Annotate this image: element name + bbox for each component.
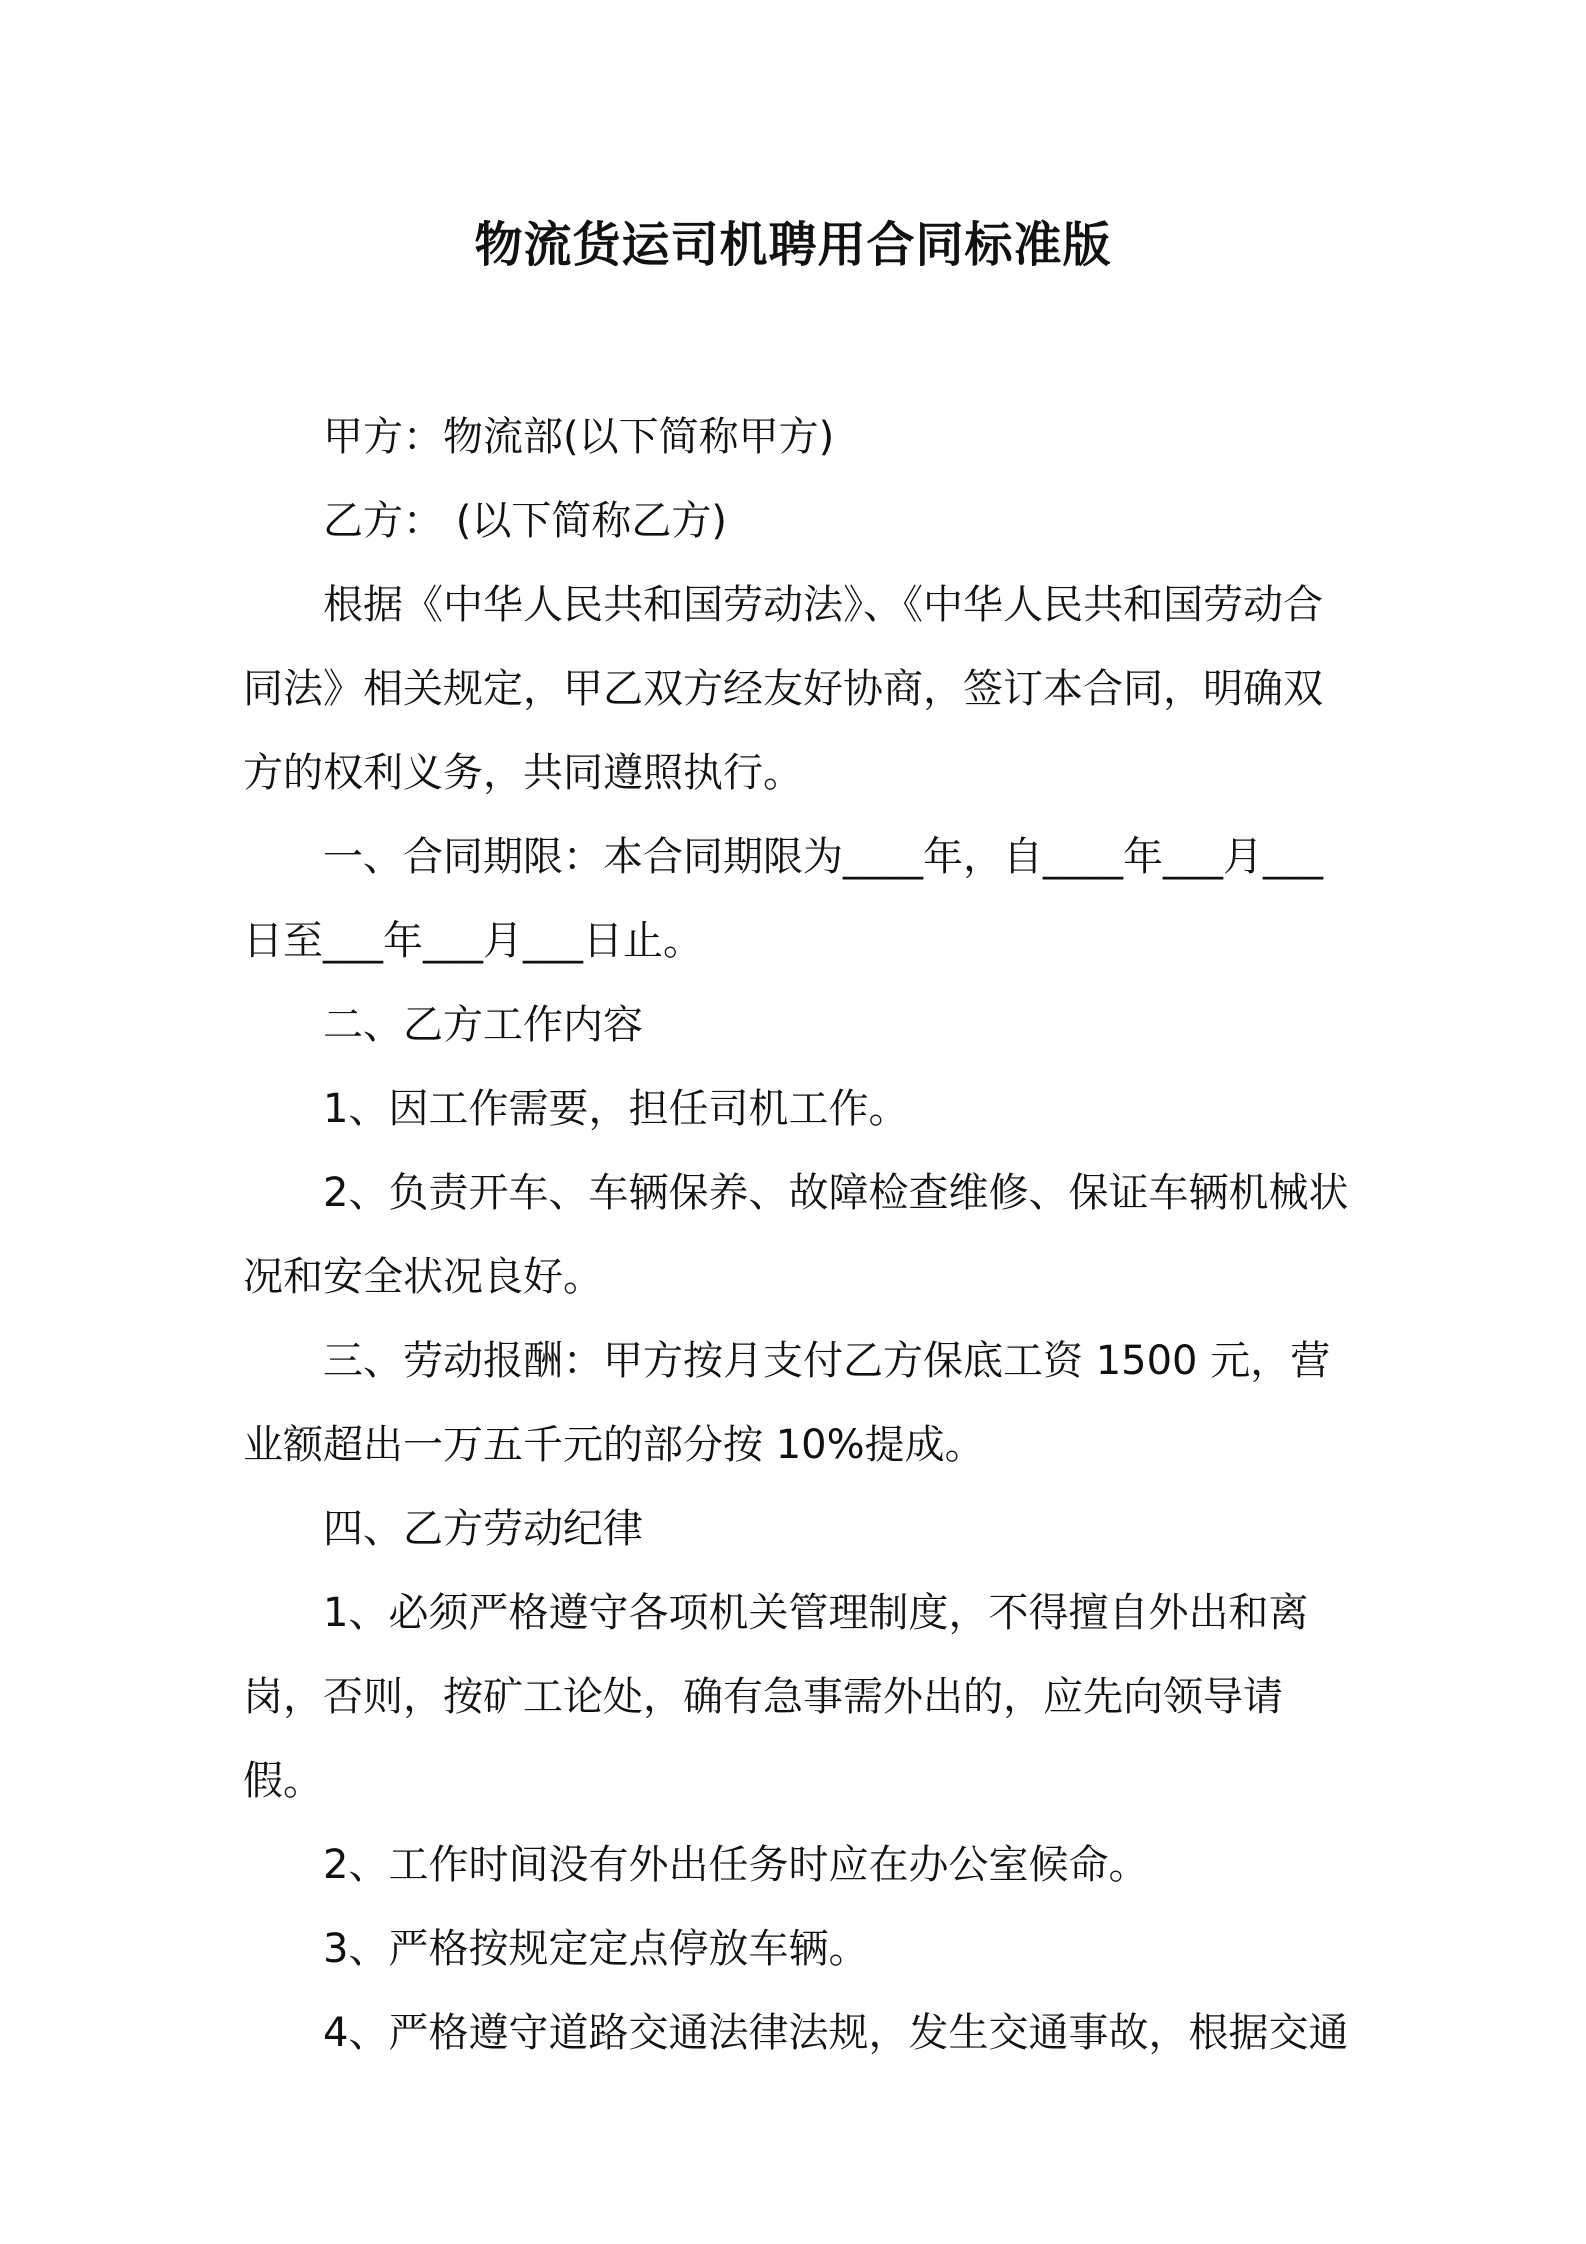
discipline-item-2: 2、工作时间没有外出任务时应在办公室候命。 [323, 1842, 1149, 1888]
discipline-item-4: 4、严格遵守道路交通法律法规，发生交通事故，根据交通 [323, 2010, 1349, 2056]
section-heading-labor-discipline: 四、乙方劳动纪律 [323, 1506, 643, 1552]
legal-basis-paragraph: 根据《中华人民共和国劳动法》、《中华人民共和国劳动合同法》相关规定，甲乙双方经友好协商，签订本合同，明确双方的权利义务，共同遵照执行。 [243, 582, 1323, 796]
remuneration-clause: 三、劳动报酬：甲方按月支付乙方保底工资 1500 元，营业额超出一万五千元的部分按 10%提成。 [243, 1338, 1331, 1468]
contract-term-clause: 一、合同期限：本合同期限为____年，自____年___月___日至___年___月___日止。 [243, 834, 1323, 964]
section-heading-work-content: 二、乙方工作内容 [323, 1002, 643, 1048]
document-title: 物流货运司机聘用合同标准版 [474, 217, 1112, 273]
party-b-line: 乙方： (以下简称乙方) [323, 498, 727, 544]
party-a-line: 甲方：物流部(以下简称甲方) [323, 414, 835, 460]
work-content-item-1: 1、因工作需要，担任司机工作。 [323, 1086, 909, 1132]
discipline-item-3: 3、严格按规定定点停放车辆。 [323, 1926, 869, 1972]
work-content-item-2: 2、负责开车、车辆保养、故障检查维修、保证车辆机械状况和安全状况良好。 [243, 1170, 1349, 1300]
discipline-item-1: 1、必须严格遵守各项机关管理制度，不得擅自外出和离岗，否则，按矿工论处，确有急事需外出的，应先向领导请假。 [243, 1590, 1309, 1804]
document-body [243, 395, 1353, 2075]
